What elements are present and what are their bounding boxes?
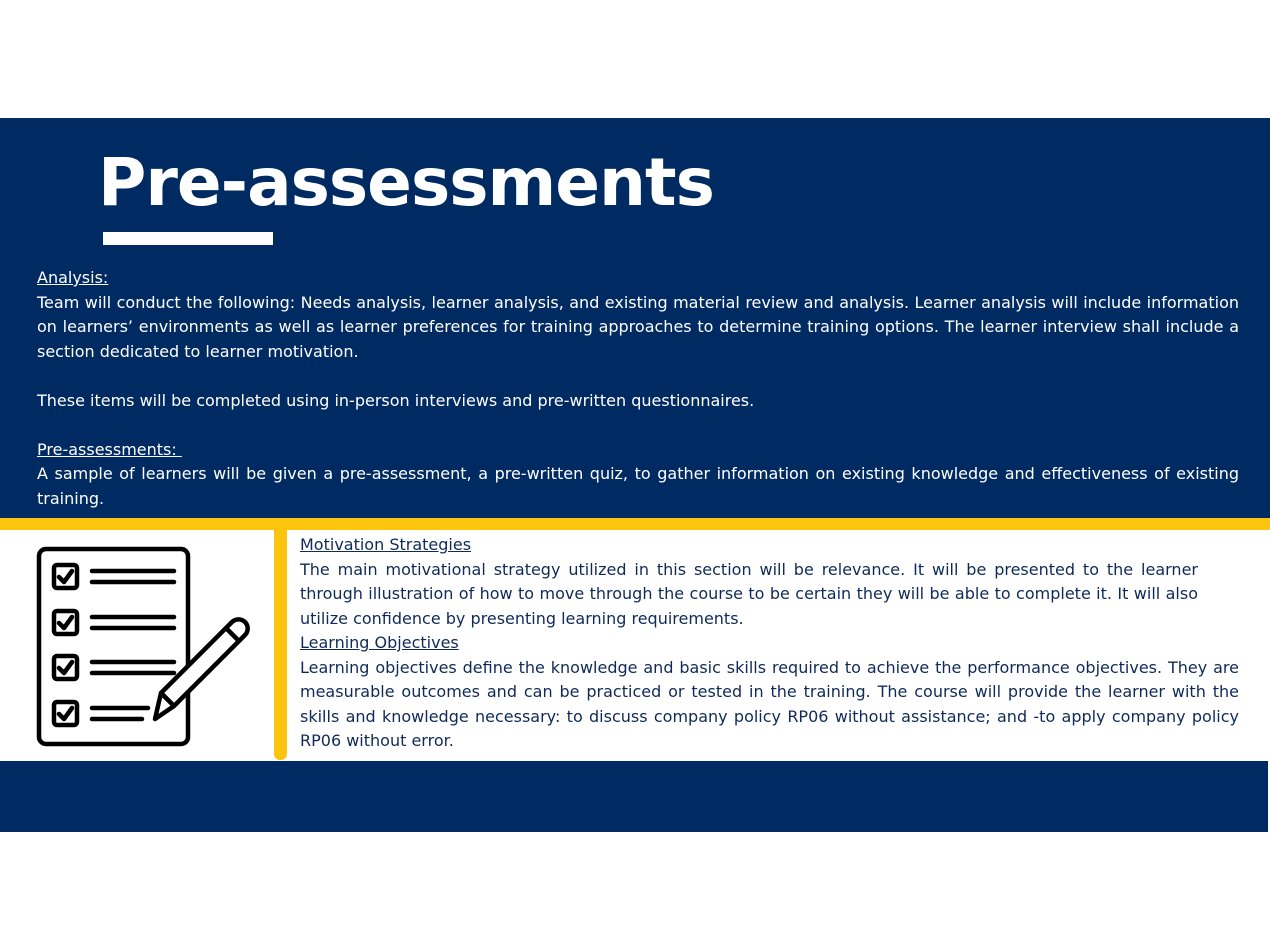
pre-assessments-heading: Pre-assessments: xyxy=(37,439,182,459)
learning-objectives-heading: Learning Objectives xyxy=(300,633,459,652)
analysis-body: Team will conduct the following: Needs analysis, learner analysis, and existing material review and analysis. Learner analysis will include information on learners’ environments as well as learner preferences for training approaches to determine training options. The learner interview shall include a section dedicated to learner motivation. xyxy=(37,292,1239,361)
analysis-methods: These items will be completed using in-person interviews and pre-written questionnaires. xyxy=(37,390,755,410)
learning-objectives-body: Learning objectives define the knowledge and basic skills required to achieve the performance objectives. They are measurable outcomes and can be practiced or tested in the training. The course will provide the learner with the skills and knowledge necessary: to discuss company policy RP06 without assistance; and -to apply company policy RP06 without error. xyxy=(300,657,1239,750)
checklist-icon xyxy=(34,544,256,750)
lower-section xyxy=(300,533,1239,754)
yellow-divider xyxy=(0,518,1270,530)
pre-assessments-body: A sample of learners will be given a pre-assessment, a pre-written quiz, to gather information on existing knowledge and effectiveness of existing training. xyxy=(37,464,1239,508)
analysis-heading: Analysis: xyxy=(37,268,109,287)
yellow-vertical-divider xyxy=(274,528,287,760)
motivation-heading: Motivation Strategies xyxy=(300,535,472,554)
analysis-section xyxy=(37,266,1239,511)
pencil-icon xyxy=(155,619,248,719)
page-title: Pre-assessments xyxy=(98,144,714,221)
motivation-body: The main motivational strategy utilized in this section will be relevance. It will be presented to the learner through illustration of how to move through the course to be certain they will be able to complete it. It will also utilize confidence by presenting learning requirements. xyxy=(300,559,1198,628)
title-underline xyxy=(103,232,273,245)
footer-band xyxy=(0,761,1268,832)
